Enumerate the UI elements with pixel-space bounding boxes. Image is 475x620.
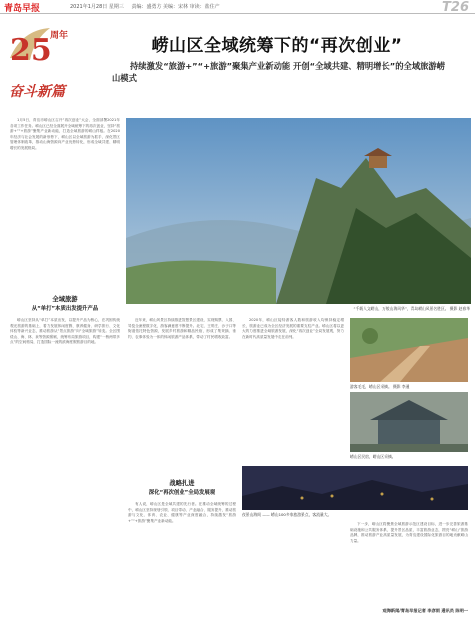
anniversary-slogan: 奋斗新篇	[9, 84, 65, 100]
section-subheading-2: 深化“再次创业”全局发展观	[148, 490, 216, 496]
anniversary-badge	[4, 16, 84, 116]
body-paragraph-intro: 1月5日，青岛市崂山区召开“再次创业”大会，全面部署2021年各项工作任务。崂山区已经全面展开全域统筹下的再次创业，坚持“旅游+”“+旅游”聚集产业新动能，打造全域旅游的崂山样板。在2020年经济与社会发展的新形势下，崂山区以全域旅游为抓手，深化景区管理体制改革，推动山海资源向产业优势转化，形成全域共建、精明增长的发展格局。	[10, 118, 120, 150]
body-paragraph-scenic: 近年来，崂山风景区持续推进智慧景区建设，实现购票、入园、导览全流程数字化，游客满意度不断提升。北宅、王哥庄、沙子口等街道依托特色资源，发展乡村旅游和精品民宿，形成了集采摘、垂钓、农事体验为一体的休闲旅游产品体系，带动了村民增收致富。	[128, 318, 236, 339]
body-paragraph-next-steps: 下一步，崂山区将聚焦全域旅游示范区建设目标，进一步完善旅游基础设施和公共服务体系，提升景区品质，丰富旅游业态，擦亮“崂山”旅游品牌，推动旅游产业高质量发展，为青岛建设国际化旅游目的地贡献崂山力量。	[350, 522, 468, 543]
main-photo-caption: “千载人文崂山，万般山海风华”，青岛崂山风景名胜区。 摄影 赵春华	[353, 306, 470, 311]
newspaper-logo: 青岛早报	[4, 4, 41, 14]
boardwalk-photo-caption: 游客毛毛，崂山区采摘。 摄影 李通	[350, 384, 410, 389]
section-heading-1: 全域旅游	[52, 296, 78, 303]
subheadline: 持续激发“旅游+”“+旅游”聚集产业新动能 开创“全域共建、精明增长”的全域旅游崂山模式	[112, 61, 446, 83]
body-paragraph-strategy: 有人说，崂山区是全域共建的先行者。在推动全域统筹的过程中，崂山区坚持规划引领、项目带动、产业融合、服务提升，推动旅游与文化、体育、农业、健康等产业深度融合，持续激发“旅游+”“+旅游”聚集产业新动能。	[128, 502, 236, 523]
anniversary-emblem	[4, 16, 84, 116]
byline: 观海新闻/青岛早报记者 李彦雨 通讯员 陈明一	[382, 608, 468, 613]
boardwalk-photo	[350, 318, 468, 382]
masthead-info	[70, 3, 220, 10]
anniversary-number: 25	[10, 33, 52, 68]
body-paragraph-products: 崂山区坚持从“单打”本质出发，以提升产品为核心，在巩固传统观光旅游的基础上，着力发展休闲度假、康养健身、研学旅行、文化体验等新兴业态，推动旅游从“景点旅游”向“全域旅游”转变。全区围绕山、海、林、泉等资源禀赋，统筹布局旅游项目，构建“一核两带多点”的空间格局，打造国际一流的滨海度假旅游目的地。	[10, 318, 120, 345]
section-subheading-1: 从“单打”本质出发提升产品	[31, 306, 99, 312]
pavilion-photo	[350, 392, 468, 452]
body-paragraph-growth: 2020年，崂山区接待游客人数和旅游收入均保持稳定增长，旅游业已成为全区经济发展的重要支柱产业。崂山区将以更大的力度推进全域旅游发展，深化“再次创业”全局发展观，努力在新时代高质量发展中走在前列。	[242, 318, 344, 339]
mountain-photo	[126, 118, 471, 304]
anniversary-label: 周年	[50, 31, 69, 41]
editors-line: 责编：盛勇方 美编：宋林 审读：盐住产	[131, 4, 220, 10]
night-photo-caption: 夜景山海间 —— 崂山100多家旅游景点，客流量大。	[242, 512, 332, 517]
section-heading-2: 战略扎进	[169, 480, 195, 487]
issue-date: 2021年1月28日 星期三	[70, 4, 124, 10]
night-photo	[242, 466, 468, 510]
headline: 崂山区全域统筹下的“再次创业”	[151, 36, 403, 56]
page-number: T26	[442, 0, 469, 15]
pavilion-photo-caption: 崂山区民宿，崂山区采摘。	[350, 454, 396, 459]
